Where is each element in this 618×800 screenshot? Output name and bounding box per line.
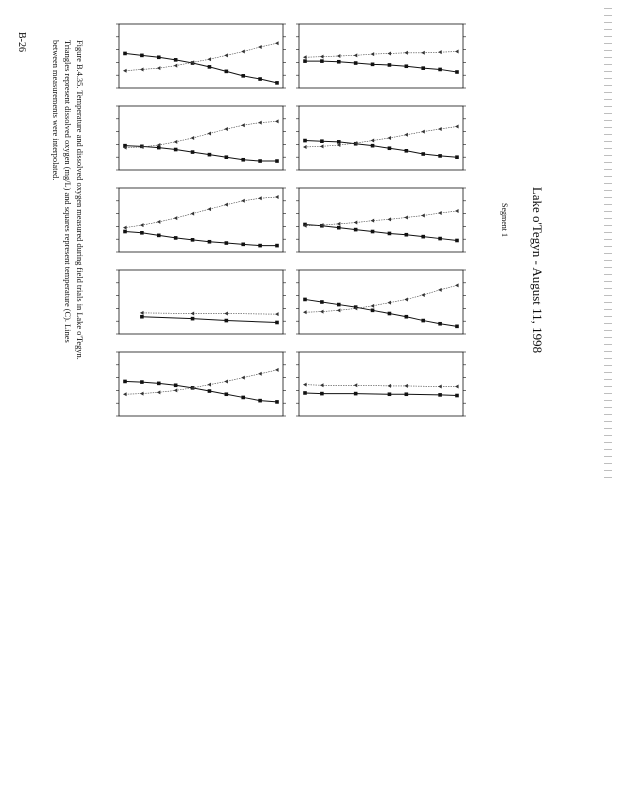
data-point-square [320, 300, 324, 304]
data-point-triangle [191, 312, 195, 316]
data-point-triangle [387, 51, 391, 55]
segment-label: Segment 1 [500, 203, 509, 237]
data-point-square [337, 140, 341, 144]
data-point-square [455, 394, 459, 398]
data-point-square [157, 234, 161, 238]
chart-svg [97, 18, 297, 94]
data-point-triangle [123, 226, 127, 230]
data-point-triangle [421, 51, 425, 55]
series-line-square [125, 232, 277, 246]
data-point-triangle [455, 385, 459, 389]
data-point-square [438, 237, 442, 241]
data-point-square [258, 244, 262, 248]
plot-frame [299, 352, 463, 416]
data-point-square [174, 148, 178, 152]
data-point-triangle [371, 219, 375, 223]
data-point-square [191, 238, 195, 242]
plot-frame [119, 188, 283, 252]
data-point-square [123, 52, 127, 56]
data-point-square [405, 315, 409, 319]
series-line-triangle [125, 43, 277, 71]
series-line-triangle [305, 126, 457, 146]
chart-svg [277, 182, 477, 258]
data-point-square [208, 65, 212, 69]
data-point-square [354, 61, 358, 65]
data-point-triangle [207, 57, 211, 61]
data-point-triangle [275, 195, 279, 199]
data-point-square [371, 63, 375, 67]
data-point-triangle [258, 45, 262, 49]
data-point-square [421, 319, 425, 323]
data-point-square [405, 149, 409, 153]
data-point-square [123, 380, 127, 384]
data-point-triangle [241, 376, 245, 380]
data-point-square [241, 396, 245, 400]
data-point-square [388, 312, 392, 316]
data-point-square [337, 60, 341, 64]
data-point-square [405, 233, 409, 237]
series-line-square [125, 146, 277, 161]
data-point-square [371, 309, 375, 313]
chart-s7 [97, 100, 297, 176]
data-point-square [438, 393, 442, 397]
data-point-triangle [455, 283, 459, 287]
data-point-triangle [207, 132, 211, 136]
data-point-triangle [387, 217, 391, 221]
data-point-square [225, 319, 229, 323]
data-point-triangle [241, 199, 245, 203]
data-point-square [320, 392, 324, 396]
data-point-triangle [303, 310, 307, 314]
data-point-triangle [241, 50, 245, 54]
data-point-triangle [275, 368, 279, 372]
data-point-square [275, 244, 279, 248]
data-point-square [303, 298, 307, 302]
data-point-triangle [404, 297, 408, 301]
data-point-square [303, 391, 307, 395]
data-point-triangle [337, 54, 341, 58]
data-point-square [337, 303, 341, 307]
figure-caption: Figure B.4.35. Temperature and dissolved oxygen measured during field trials in Lake o'Tegyn. Triangles represent dissolved oxygen (mg/L) and squares represent temperature (C). Lines between measurements were interpolated. [51, 40, 84, 360]
data-point-square [258, 399, 262, 403]
series-line-square [305, 393, 457, 396]
series-line-triangle [305, 285, 457, 312]
data-point-square [455, 155, 459, 159]
data-point-triangle [438, 385, 442, 389]
plot-frame [299, 106, 463, 170]
data-point-square [140, 315, 144, 319]
data-point-triangle [258, 196, 262, 200]
data-point-triangle [320, 55, 324, 59]
data-point-triangle [275, 41, 279, 45]
series-line-square [305, 224, 457, 240]
data-point-square [388, 146, 392, 150]
data-point-square [123, 230, 127, 234]
data-point-square [258, 77, 262, 81]
chart-s2 [277, 100, 477, 176]
plot-frame [299, 188, 463, 252]
data-point-triangle [207, 383, 211, 387]
series-line-triangle [125, 197, 277, 228]
data-point-triangle [320, 144, 324, 148]
data-point-square [405, 64, 409, 68]
data-point-square [225, 392, 229, 396]
data-point-triangle [371, 52, 375, 56]
data-point-triangle [387, 384, 391, 388]
data-point-triangle [320, 383, 324, 387]
series-line-triangle [142, 313, 277, 314]
data-point-square [241, 74, 245, 78]
data-point-square [354, 228, 358, 232]
data-point-square [455, 325, 459, 329]
rotated-page [16, 10, 545, 430]
data-point-square [225, 155, 229, 159]
data-point-square [438, 154, 442, 158]
data-point-triangle [421, 293, 425, 297]
data-point-square [371, 144, 375, 148]
data-point-triangle [421, 130, 425, 134]
series-line-triangle [305, 211, 457, 226]
series-line-square [305, 61, 457, 72]
chart-s6 [97, 18, 297, 94]
data-point-triangle [207, 207, 211, 211]
data-point-triangle [404, 384, 408, 388]
data-point-triangle [140, 392, 144, 396]
data-point-square [191, 317, 195, 321]
data-point-square [225, 241, 229, 245]
data-point-triangle [303, 145, 307, 149]
data-point-triangle [174, 388, 178, 392]
data-point-triangle [421, 214, 425, 218]
data-point-square [421, 66, 425, 70]
data-point-square [191, 150, 195, 154]
scan-artifact-strip [604, 8, 612, 478]
data-point-square [157, 382, 161, 386]
series-line-triangle [305, 385, 457, 387]
data-point-triangle [404, 51, 408, 55]
chart-svg [277, 100, 477, 176]
data-point-triangle [140, 311, 144, 315]
data-point-triangle [224, 127, 228, 131]
series-line-triangle [125, 121, 277, 147]
data-point-triangle [404, 215, 408, 219]
chart-s1 [277, 18, 477, 94]
chart-svg [277, 18, 477, 94]
data-point-square [320, 59, 324, 63]
series-line-square [125, 381, 277, 401]
data-point-square [405, 392, 409, 396]
data-point-square [275, 159, 279, 163]
data-point-triangle [303, 55, 307, 59]
data-point-square [258, 159, 262, 163]
chart-svg [97, 182, 297, 258]
chart-s8 [97, 182, 297, 258]
data-point-triangle [371, 304, 375, 308]
data-point-square [208, 240, 212, 244]
chart-s10 [97, 346, 297, 422]
plot-frame [119, 352, 283, 416]
data-point-triangle [438, 127, 442, 131]
chart-s4 [277, 264, 477, 340]
data-point-triangle [191, 212, 195, 216]
data-point-triangle [337, 308, 341, 312]
data-point-square [208, 153, 212, 157]
data-point-triangle [354, 383, 358, 387]
data-point-square [438, 68, 442, 72]
chart-svg [277, 346, 477, 422]
data-point-triangle [438, 211, 442, 215]
data-point-triangle [157, 390, 161, 394]
data-point-square [174, 236, 178, 240]
data-point-square [388, 392, 392, 396]
data-point-triangle [438, 288, 442, 292]
data-point-triangle [174, 216, 178, 220]
data-point-triangle [337, 143, 341, 147]
data-point-square [371, 230, 375, 234]
data-point-square [157, 55, 161, 59]
data-point-triangle [224, 312, 228, 316]
data-point-square [174, 383, 178, 387]
data-point-triangle [241, 123, 245, 127]
data-point-triangle [258, 372, 262, 376]
data-point-square [208, 389, 212, 393]
data-point-triangle [438, 50, 442, 54]
data-point-triangle [258, 121, 262, 125]
data-point-square [275, 400, 279, 404]
data-point-square [225, 70, 229, 74]
data-point-square [421, 152, 425, 156]
data-point-triangle [224, 53, 228, 57]
data-point-square [303, 139, 307, 143]
series-line-square [305, 299, 457, 326]
chart-svg [277, 264, 477, 340]
data-point-triangle [303, 383, 307, 387]
data-point-triangle [123, 69, 127, 73]
page-number: B-26 [16, 32, 27, 52]
data-point-square [241, 158, 245, 162]
data-point-triangle [174, 64, 178, 68]
data-point-square [241, 243, 245, 247]
data-point-square [438, 322, 442, 326]
chart-s5 [277, 346, 477, 422]
data-point-square [275, 81, 279, 85]
data-point-triangle [455, 124, 459, 128]
data-point-triangle [157, 66, 161, 70]
chart-svg [97, 100, 297, 176]
data-point-square [388, 63, 392, 67]
data-point-square [303, 59, 307, 63]
data-point-triangle [174, 140, 178, 144]
series-line-square [142, 317, 277, 323]
data-point-triangle [387, 136, 391, 140]
data-point-triangle [140, 223, 144, 227]
data-point-triangle [224, 379, 228, 383]
data-point-square [140, 380, 144, 384]
data-point-triangle [191, 136, 195, 140]
chart-s9 [97, 264, 297, 340]
data-point-square [275, 321, 279, 325]
data-point-triangle [275, 312, 279, 316]
series-line-triangle [305, 52, 457, 58]
data-point-triangle [275, 119, 279, 123]
plot-frame [299, 24, 463, 88]
chart-s3 [277, 182, 477, 258]
data-point-square [455, 70, 459, 74]
data-point-square [354, 392, 358, 396]
data-point-triangle [387, 301, 391, 305]
data-point-triangle [140, 67, 144, 71]
data-point-square [320, 139, 324, 143]
data-point-square [388, 232, 392, 236]
data-point-square [174, 58, 178, 62]
data-point-triangle [455, 209, 459, 213]
data-point-triangle [404, 133, 408, 137]
data-point-triangle [157, 220, 161, 224]
chart-svg [97, 264, 297, 340]
data-point-square [140, 54, 144, 58]
data-point-square [455, 239, 459, 243]
data-point-triangle [354, 53, 358, 57]
plot-frame [119, 270, 283, 334]
series-line-square [305, 141, 457, 158]
data-point-triangle [224, 203, 228, 207]
data-point-square [337, 226, 341, 230]
data-point-triangle [354, 221, 358, 225]
data-point-triangle [320, 310, 324, 314]
page-title: Lake o'Tegyn - August 11, 1998 [530, 186, 545, 354]
data-point-triangle [371, 139, 375, 143]
data-point-triangle [123, 392, 127, 396]
data-point-square [140, 231, 144, 235]
series-line-square [125, 53, 277, 82]
chart-svg [97, 346, 297, 422]
data-point-triangle [337, 222, 341, 226]
data-point-triangle [455, 50, 459, 54]
data-point-square [421, 235, 425, 239]
